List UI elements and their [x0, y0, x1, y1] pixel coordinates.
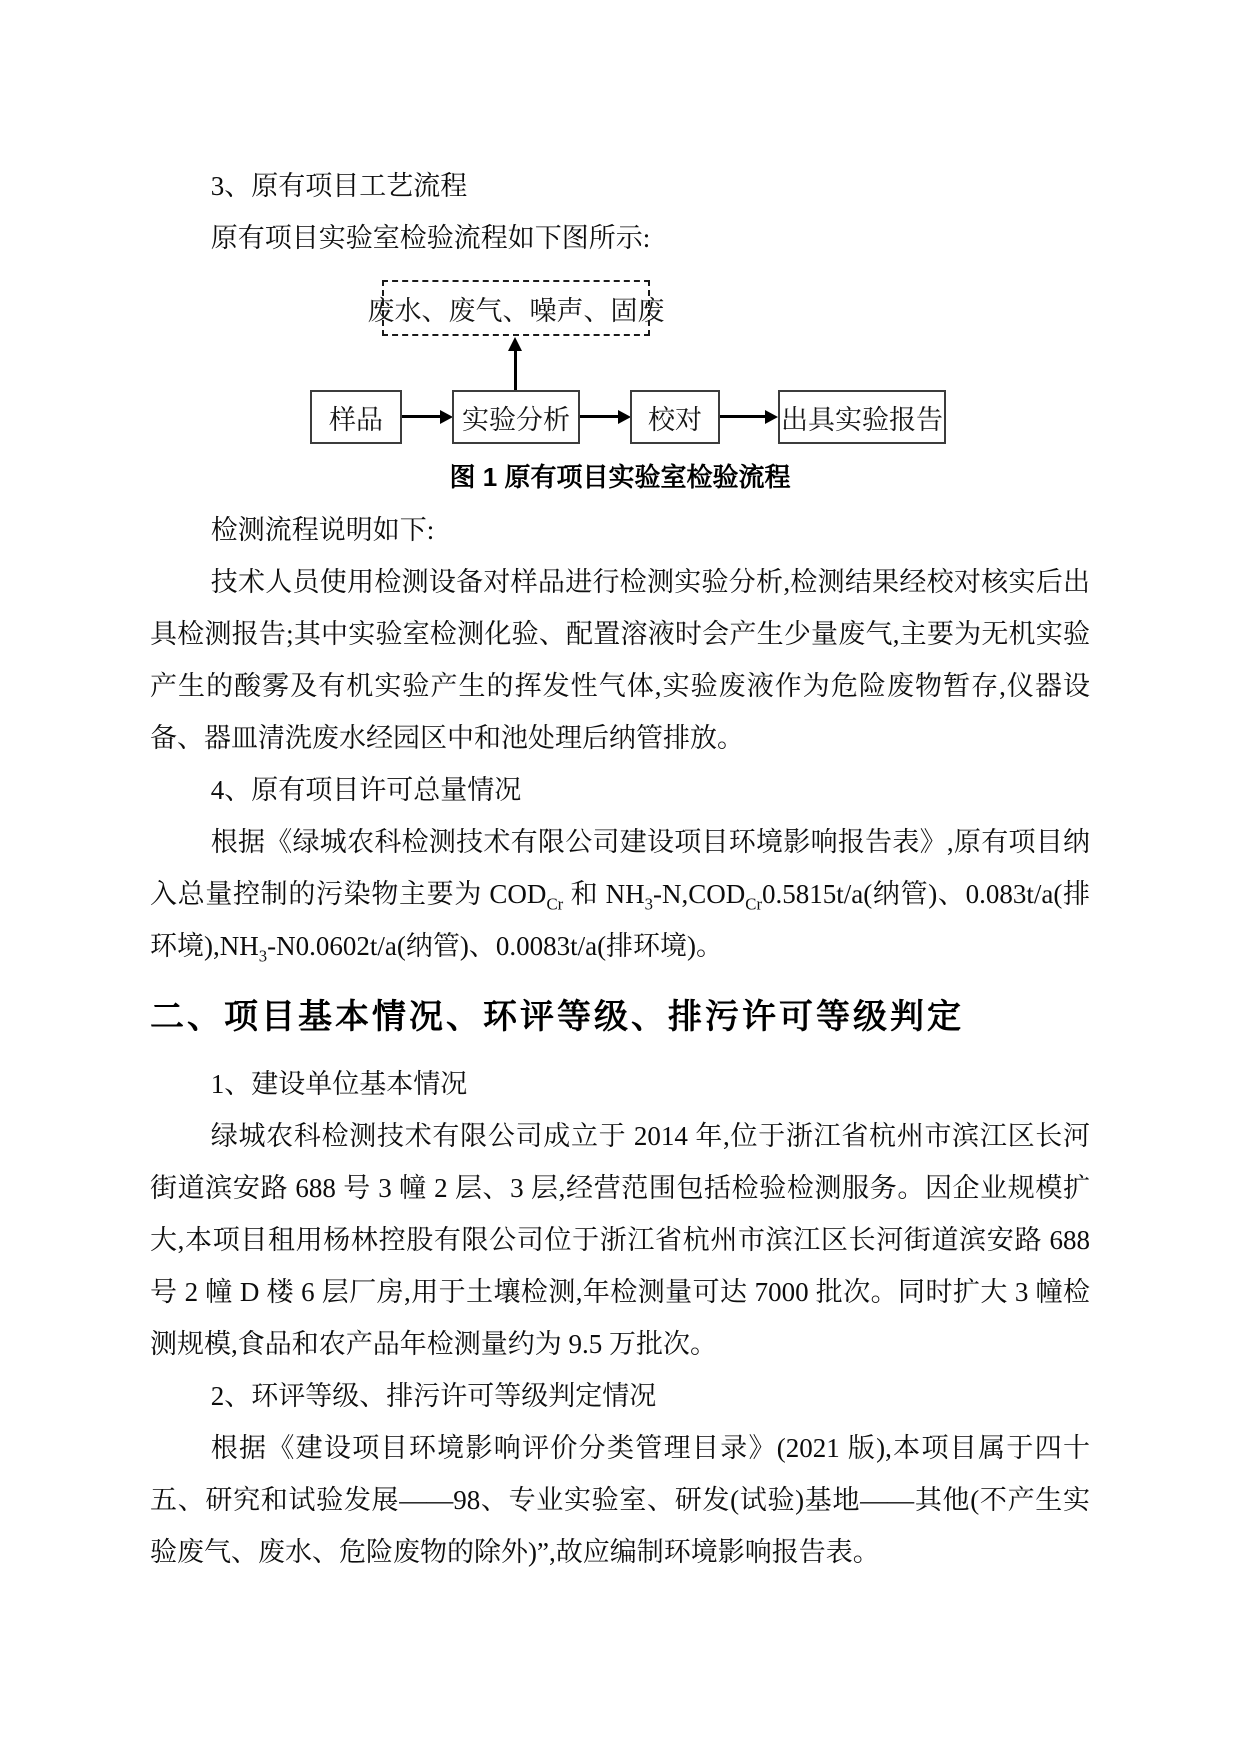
section-heading-3: 3、原有项目工艺流程	[210, 171, 468, 201]
right-arrow-1	[402, 415, 440, 418]
subscript-cr: Cr	[546, 894, 564, 914]
flow-box-proofread	[630, 390, 720, 444]
paragraph-flow-note: 技术人员使用检测设备对样品进行检测实验分析,检测结果经校对核实后出具检测报告;其中实验室检测化验、配置溶液时会产生少量废气,主要为无机实验产生的酸雾及有机实验产生的挥发性气体,实验废液作为危险废物暂存,仪器设备、器皿清洗废水经园区中和池处理后纳管排放。	[150, 567, 1090, 753]
flow-box-analysis-label: 实验分析	[462, 404, 570, 435]
right-arrow-3	[720, 415, 765, 418]
up-arrow	[514, 350, 517, 390]
paragraph-flow-intro: 原有项目实验室检验流程如下图所示:	[210, 223, 651, 253]
document-content	[150, 160, 1090, 1578]
emission-dashed-box	[367, 280, 665, 336]
totals-text: 根据《绿城农科检测技术有限公司建设项目环境影响报告表》,原有项目纳入总量控制的污染物主要为 COD	[150, 827, 1090, 909]
flow-box-report-label: 出具实验报告	[781, 404, 943, 435]
subsection-heading-2: 2、环评等级、排污许可等级判定情况	[210, 1381, 657, 1411]
flow-box-proofread-label: 校对	[648, 404, 702, 435]
paragraph-flow-note-title: 检测流程说明如下:	[210, 515, 435, 545]
totals-text: 0.5815t/a(纳管)、0.083t/a(排环境),NH	[150, 879, 1090, 961]
totals-text: -N0.0602t/a(纳管)、0.0083t/a(排环境)。	[267, 931, 724, 961]
subscript-cr: Cr	[745, 894, 763, 914]
paragraph-eia-category: 根据《建设项目环境影响评价分类管理目录》(2021 版),本项目属于四十五、研究和试验发展——98、专业实验室、研发(试验)基地——其他(不产生实验废气、废水、危险废物的除外)”,故应编制环境影响报告表。	[150, 1433, 1090, 1567]
subscript-3: 3	[644, 894, 654, 914]
totals-text: -N,COD	[653, 879, 746, 909]
right-arrow-2	[580, 415, 618, 418]
section-heading-4: 4、原有项目许可总量情况	[210, 775, 522, 805]
flow-box-analysis	[452, 390, 580, 444]
subsection-heading-1: 1、建设单位基本情况	[210, 1069, 468, 1099]
paragraph-permitted-totals	[150, 816, 1090, 972]
figure-caption: 图 1 原有项目实验室检验流程	[449, 462, 791, 492]
flow-box-sample-label: 样品	[329, 404, 383, 435]
emission-box-label: 废水、废气、噪声、固废	[367, 295, 665, 326]
flow-box-report	[778, 390, 946, 444]
flow-box-sample	[310, 390, 402, 444]
paragraph-company-info: 绿城农科检测技术有限公司成立于 2014 年,位于浙江省杭州市滨江区长河街道滨安路 688 号 3 幢 2 层、3 层,经营范围包括检验检测服务。因企业规模扩大,本项目租用杨林控股有限公司位于浙江省杭州市滨江区长河街道滨安路 688 号 2 幢 D 楼 6 层厂房,用于土壤检测,年检测量可达 7000 批次。同时扩大 3 幢检测规模,食品和农产品年检测量约为 9.5 万批次。	[150, 1121, 1090, 1359]
figure-flowchart	[150, 280, 1090, 444]
subscript-3: 3	[258, 946, 268, 966]
totals-text: 和 NH	[563, 879, 645, 909]
section2-heading: 二、项目基本情况、环评等级、排污许可等级判定	[150, 998, 964, 1036]
